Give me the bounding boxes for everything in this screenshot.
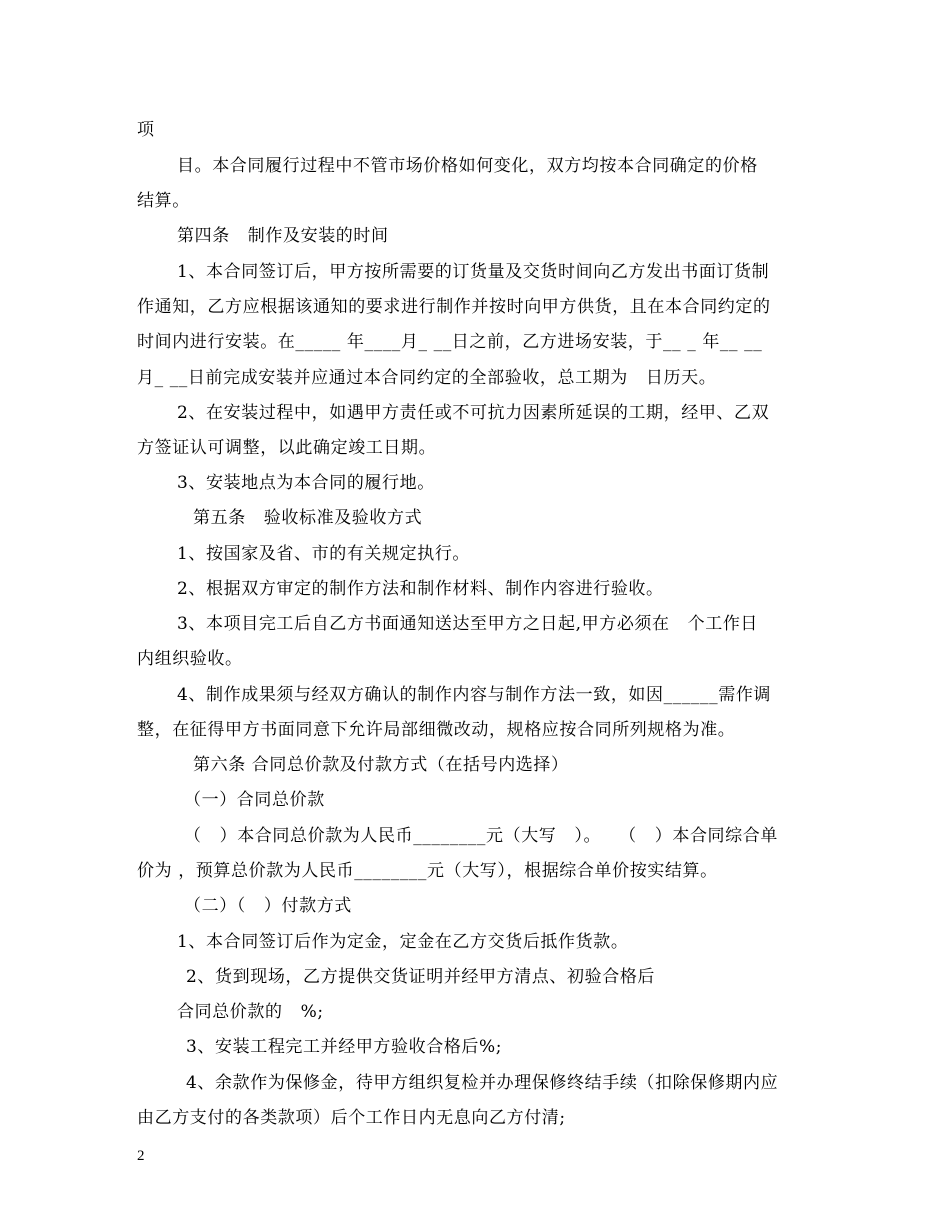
text-line: 由乙方支付的各类款项）后个工作日内无息向乙方付清; — [137, 1108, 566, 1128]
text-line: 1、按国家及省、市的有关规定执行。 — [177, 544, 471, 564]
text-line: 合同总价款的 %; — [177, 1002, 324, 1022]
text-line: 时间内进行安装。在_____ 年____月_ __日之前，乙方进场安装，于__ _ 年__ __ — [137, 332, 763, 352]
text-line: 2、根据双方审定的制作方法和制作材料、制作内容进行验收。 — [177, 579, 664, 599]
text-line: 目。本合同履行过程中不管市场价格如何变化，双方均按本合同确定的价格 — [177, 156, 758, 176]
text-line: 4、余款作为保修金，待甲方组织复检并办理保修终结手续（扣除保修期内应 — [186, 1073, 779, 1093]
page-number: 2 — [137, 1148, 145, 1164]
text-line: 结算。 — [137, 191, 190, 211]
text-line: 1、本合同签订后，甲方按所需要的订货量及交货时间向乙方发出书面订货制 — [177, 262, 770, 282]
text-line: 价为 ，预算总价款为人民币________元（大写），根据综合单价按实结算。 — [137, 861, 718, 881]
text-line: 1、本合同签订后作为定金，定金在乙方交货后抵作货款。 — [177, 932, 629, 952]
text-line: 方签证认可调整，以此确定竣工日期。 — [137, 438, 437, 458]
text-line: （ ）本合同总价款为人民币________元（大写 ）。 （ ）本合同综合单 — [184, 826, 778, 846]
text-line: 4、制作成果须与经双方确认的制作内容与制作方法一致，如因______需作调 — [177, 685, 772, 705]
text-line: 3、安装地点为本合同的履行地。 — [177, 473, 435, 493]
text-line: 内组织验收。 — [137, 649, 243, 669]
section-heading: 第六条 合同总价款及付款方式（在括号内选择） — [193, 755, 569, 775]
text-line: （二）（ ）付款方式 — [184, 896, 352, 916]
text-line: 2、在安装过程中，如遇甲方责任或不可抗力因素所延误的工期，经甲、乙双 — [177, 403, 770, 423]
text-line: 整，在征得甲方书面同意下允许局部细微改动，规格应按合同所列规格为准。 — [137, 720, 736, 740]
section-heading: 第四条 制作及安装的时间 — [177, 226, 389, 246]
text-line: （一）合同总价款 — [184, 790, 325, 810]
text-line: 2、货到现场，乙方提供交货证明并经甲方清点、初验合格后 — [186, 967, 656, 987]
text-line: 3、本项目完工后自乙方书面通知送达至甲方之日起,甲方必须在 个工作日 — [177, 614, 759, 634]
text-line: 项 — [137, 120, 155, 140]
text-line: 3、安装工程完工并经甲方验收合格后%; — [186, 1037, 503, 1057]
text-line: 月_ __日前完成安装并应通过本合同约定的全部验收，总工期为 日历天。 — [137, 368, 717, 388]
section-heading: 第五条 验收标准及验收方式 — [193, 508, 423, 528]
text-line: 作通知，乙方应根据该通知的要求进行制作并按时向甲方供货，且在本合同约定的 — [137, 297, 771, 317]
